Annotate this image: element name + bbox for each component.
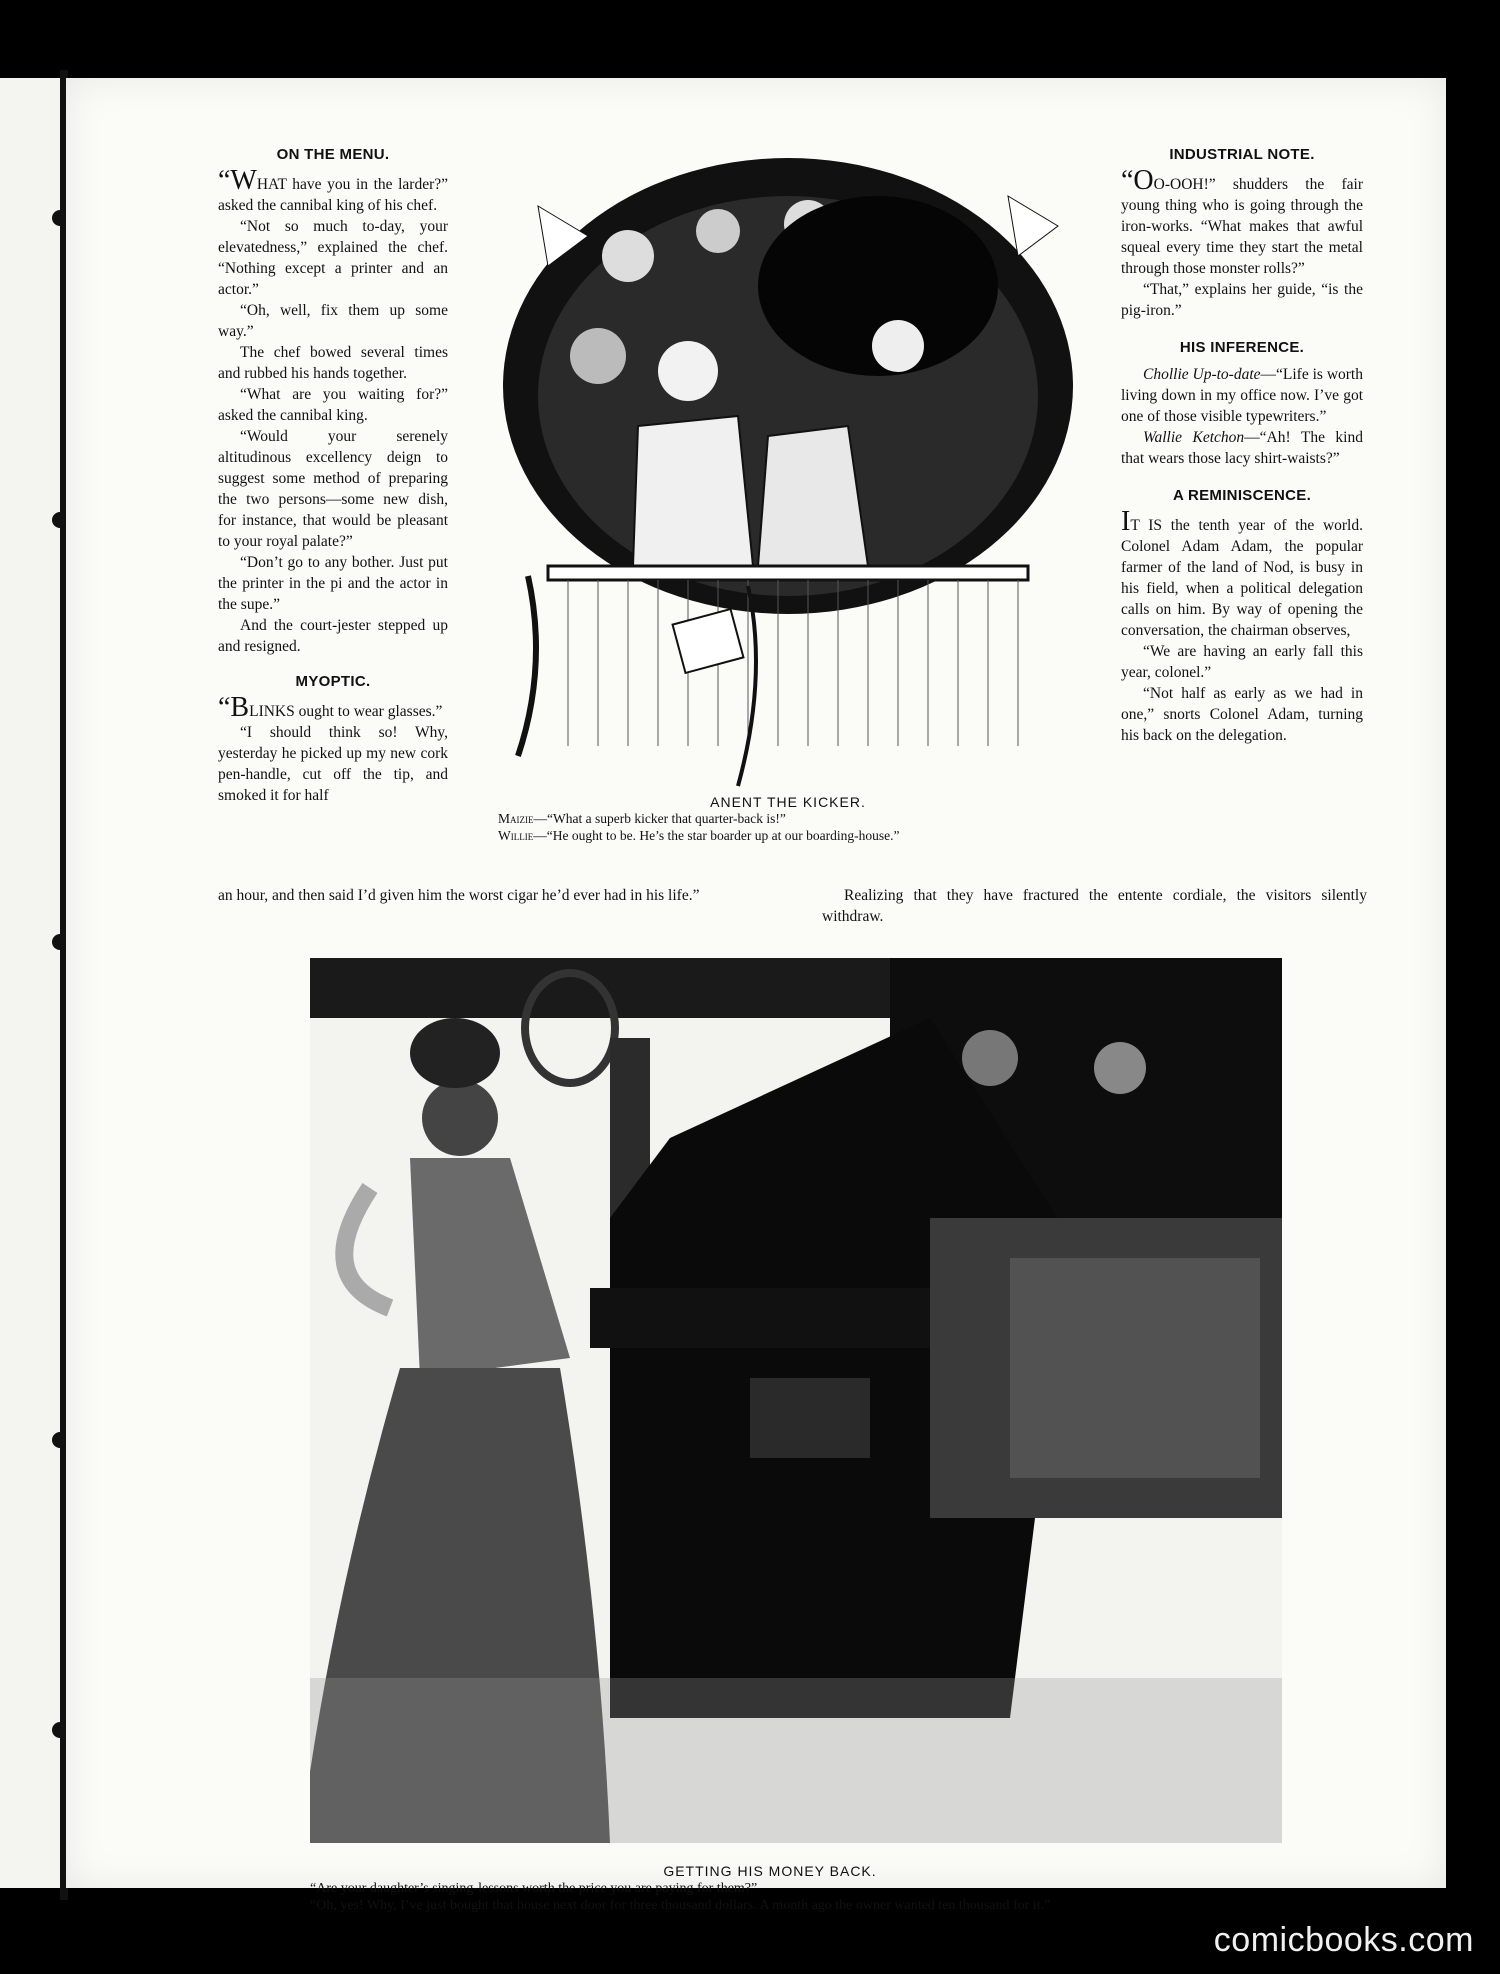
- kicker-caption-title: ANENT THE KICKER.: [710, 794, 866, 810]
- piano-caption-line: “Are your daughter’s singing-lessons worth the price you are paying for them?”: [310, 1881, 758, 1896]
- heading-on-the-menu: ON THE MENU.: [276, 146, 390, 163]
- drop-cap: “O: [1121, 165, 1154, 196]
- paragraph: “OO-OOH!” shudders the fair young thing who is going through the iron-works. “What makes that awful squeal every time they start the metal through those monster rolls?”: [1121, 165, 1363, 277]
- paragraph: The chef bowed several times and rubbed his hands together.: [218, 344, 448, 382]
- myoptic-continuation: an hour, and then said I’d given him the worst cigar he’d ever had in his life.”: [218, 887, 700, 904]
- kicker-caption-line: Maizie—“What a superb kicker that quarter-back is!”: [498, 811, 786, 826]
- paragraph: “I should think so! Why, yesterday he picked up my new cork pen-handle, cut off the tip, and smoked it for half: [218, 724, 448, 804]
- heading-his-inference: HIS INFERENCE.: [1179, 339, 1305, 356]
- paragraph: “We are having an early fall this year, colonel.”: [1121, 643, 1363, 681]
- paragraph: IT IS the tenth year of the world. Colonel Adam Adam, the popular farmer of the land of Nod, is busy in his field, when a political delegation calls on him. By way of opening the conversation, the chairman observes,: [1121, 506, 1363, 639]
- heading-myoptic: MYOPTIC.: [295, 673, 371, 690]
- heading-a-reminiscence: A REMINISCENCE.: [1172, 487, 1312, 504]
- piano-caption: [310, 1863, 1310, 1914]
- watermark: comicbooks.com: [1213, 1921, 1474, 1959]
- paragraph: “Oh, well, fix them up some way.”: [218, 302, 448, 340]
- drop-cap: “W: [218, 165, 257, 196]
- facing-page-edge: [0, 78, 62, 1888]
- paragraph: “Not so much to-day, your elevatedness,” explained the chef. “Nothing except a printer and an actor.”: [218, 218, 448, 298]
- left-column: [218, 138, 448, 806]
- piano-illustration-drawing: [310, 958, 1282, 1843]
- paragraph: “Would your serenely altitudinous excellency deign to suggest some method of preparing the two persons—some new dish, for instance, that would be pleasant to your royal palate?”: [218, 428, 448, 550]
- reminiscence-continuation: Realizing that they have fractured the entente cordiale, the visitors silently withdraw.: [822, 887, 1367, 925]
- kicker-caption: [488, 794, 1088, 844]
- paragraph: Chollie Up-to-date—“Life is worth living down in my office now. I’ve got one of those visible typewriters.”: [1121, 366, 1363, 425]
- drop-cap: I: [1121, 506, 1131, 537]
- paragraph: “Don’t go to any bother. Just put the printer in the pi and the actor in the supe.”: [218, 554, 448, 613]
- paragraph: “That,” explains her guide, “is the pig-iron.”: [1121, 281, 1363, 319]
- drop-cap: “B: [218, 692, 250, 723]
- paragraph: Wallie Ketchon—“Ah! The kind that wears those lacy shirt-waists?”: [1121, 429, 1363, 467]
- paragraph: “Not half as early as we had in one,” snorts Colonel Adam, turning his back on the delegation.: [1121, 685, 1363, 744]
- paragraph: “What are you waiting for?” asked the cannibal king.: [218, 386, 448, 424]
- kicker-cartoon-drawing: [488, 146, 1088, 866]
- right-column: [1121, 138, 1363, 746]
- piano-caption-title: GETTING HIS MONEY BACK.: [663, 1863, 877, 1879]
- piano-caption-line: “Oh, yes! Why, I’ve just bought that house next door for three thousand dollars. A month ago the owner wanted ten thousand for it.”: [310, 1898, 1051, 1913]
- kicker-caption-line: Willie—“He ought to be. He’s the star boarder up at our boarding-house.”: [498, 828, 900, 843]
- paragraph: “BLINKS ought to wear glasses.”: [218, 692, 443, 723]
- piano-illustration: [310, 958, 1282, 1958]
- paragraph: And the court-jester stepped up and resigned.: [218, 617, 448, 655]
- magazine-page: [66, 78, 1446, 1913]
- kicker-cartoon: [488, 146, 1088, 866]
- paragraph: “WHAT have you in the larder?” asked the cannibal king of his chef.: [218, 165, 448, 214]
- heading-industrial-note: INDUSTRIAL NOTE.: [1169, 146, 1315, 163]
